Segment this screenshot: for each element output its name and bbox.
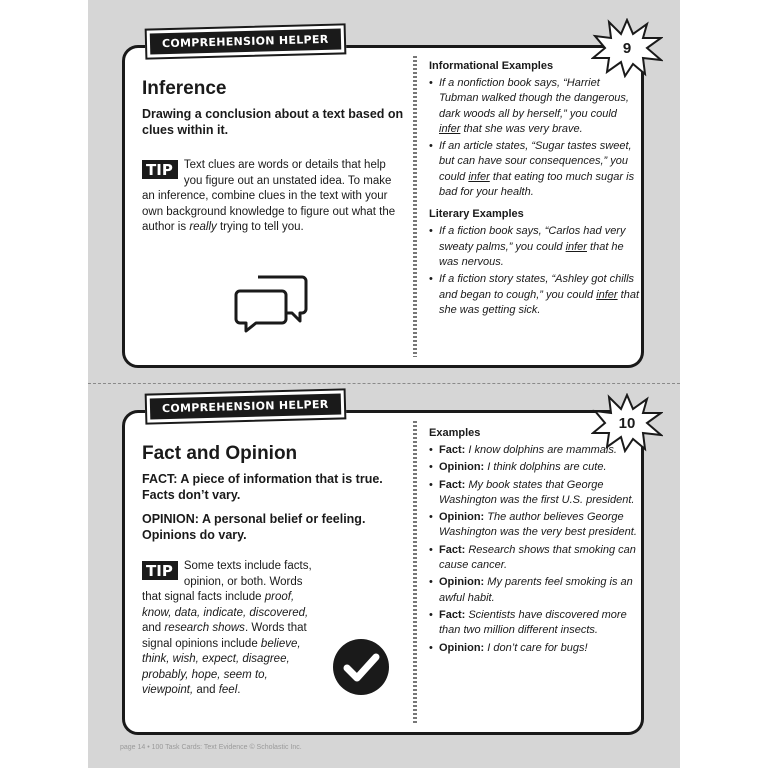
badge-label: COMPREHENSION HELPER — [150, 394, 341, 420]
tip-text-end: trying to tell you. — [216, 221, 304, 233]
tip-text: Text clues are words or details that help you figure out an unstated idea. To make an inference, combine clues in the text with your own background knowledge to figure out what the author is — [142, 159, 396, 233]
list-item: • Fact: I know dolphins are mammals. — [429, 443, 641, 458]
examples-list — [429, 443, 641, 656]
list-item: • If a nonfiction book says, “Harriet Tubman walked though the dangerous, dark woods all by herself,” you could infer that she was very brave. — [429, 76, 641, 137]
speech-bubbles-icon — [234, 273, 310, 335]
fact-definition: FACT: A piece of information that is true. Facts don’t vary. — [142, 472, 383, 502]
informational-list — [429, 76, 641, 200]
card-title: Inference — [142, 78, 227, 99]
list-item: • If an article states, “Sugar tastes sweet, but can have sour consequences,” you could infer that eating too much sugar is bad for your health. — [429, 139, 641, 200]
tip-label: TIP — [142, 160, 178, 179]
informational-title: Informational Examples — [429, 60, 554, 72]
list-item: • Opinion: The author believes George Washington was the very best president. — [429, 510, 641, 541]
tip-emphasis: really — [189, 221, 217, 233]
tip-block: TIP Some texts include facts, opinion, or both. Words that signal facts include proof, know, data, indicate, discovered, and research shows. Words that signal opinions include believe, think, wish, expect, disagree, probably, hope, seem to, viewpoint, and feel. — [142, 560, 312, 696]
card-number: 10 — [618, 414, 636, 432]
list-item: • If a fiction book says, “Carlos had very sweaty palms,” you could infer that he was nervous. — [429, 224, 641, 270]
tip-block — [142, 158, 404, 236]
list-item: • Fact: Scientists have discovered more than two million different insects. — [429, 608, 641, 639]
cut-line — [88, 383, 680, 384]
card-number: 9 — [622, 39, 632, 57]
task-card-inference — [122, 32, 644, 368]
left-column — [142, 443, 404, 699]
list-item: • Fact: My book states that George Washington was the first U.S. president. — [429, 478, 641, 509]
card-title: Fact and Opinion — [142, 443, 298, 464]
column-divider — [413, 421, 417, 724]
card-badge — [145, 388, 346, 424]
list-item: • Opinion: I think dolphins are cute. — [429, 460, 641, 475]
tip-label: TIP — [142, 561, 178, 580]
opinion-definition: OPINION: A personal belief or feeling. Opinions do vary. — [142, 512, 366, 542]
examples-title: Examples — [429, 427, 481, 439]
list-item: • Opinion: My parents feel smoking is an awful habit. — [429, 575, 641, 606]
left-column — [142, 78, 404, 236]
right-column — [429, 56, 641, 320]
card-badge — [145, 23, 346, 59]
page-footer: page 14 • 100 Task Cards: Text Evidence © Scholastic Inc. — [120, 744, 302, 751]
literary-title: Literary Examples — [429, 208, 524, 221]
definition: Drawing a conclusion about a text based on clues within it. — [142, 107, 404, 137]
task-card-fact-opinion — [122, 397, 644, 735]
list-item: • If a fiction story states, “Ashley got chills and began to cough,” you could infer that she was getting sick. — [429, 272, 641, 318]
literary-list — [429, 224, 641, 318]
badge-label: COMPREHENSION HELPER — [150, 29, 341, 55]
list-item: • Opinion: I don’t care for bugs! — [429, 641, 641, 656]
column-divider — [413, 56, 417, 357]
checkmark-icon — [332, 638, 390, 696]
right-column — [429, 423, 641, 658]
list-item: • Fact: Research shows that smoking can cause cancer. — [429, 543, 641, 574]
